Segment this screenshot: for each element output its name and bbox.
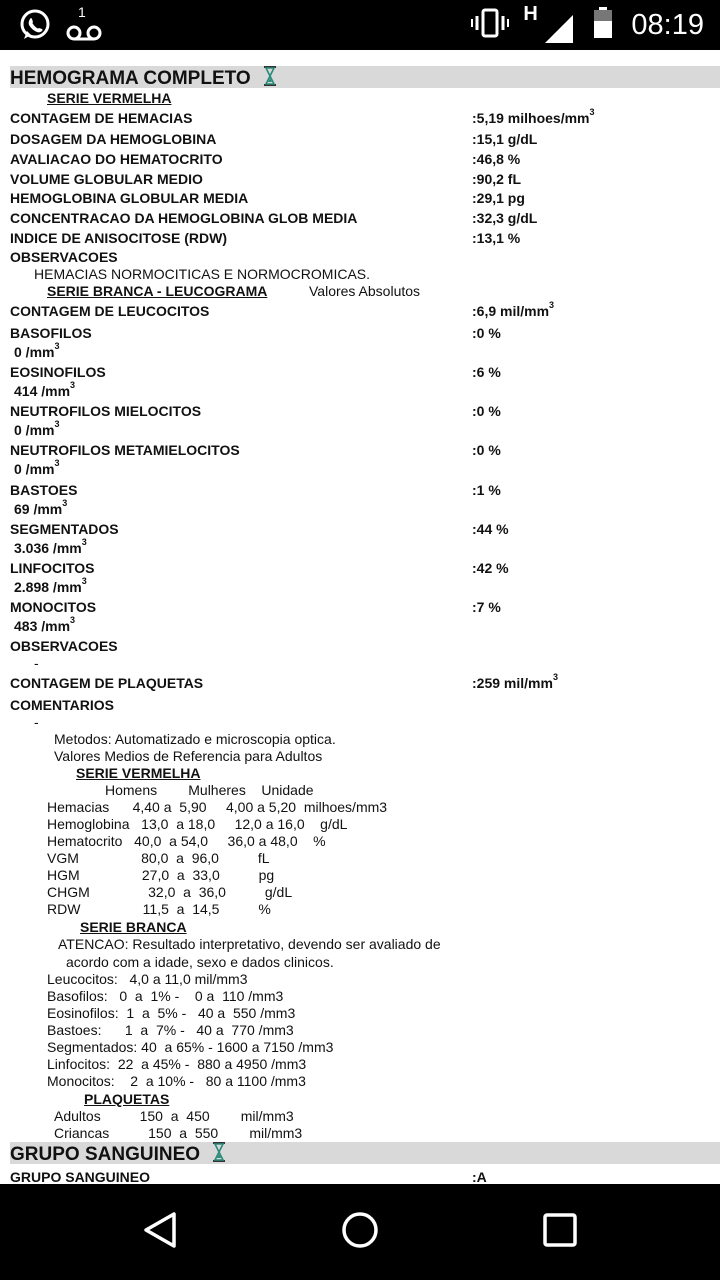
leucocitos-value: :6,9 mil/$mm^3$ xyxy=(472,300,555,319)
atencao-text-1: ATENCAO: Resultado interpretativo, devendo ser avaliado de xyxy=(58,936,441,952)
leuco-absolute xyxy=(14,615,76,634)
leuco-absolute-sup: 3 xyxy=(81,537,87,547)
ref-vermelha-row: CHGM 32,0 a 36,0 g/dL xyxy=(47,884,293,900)
observacoes-label: OBSERVACOES xyxy=(10,249,118,265)
leuco-percent: :44 % xyxy=(472,521,509,537)
ref-serie-branca: SERIE BRANCA xyxy=(80,919,187,935)
leuco-percent: :0 % xyxy=(472,442,501,458)
leuco-percent: :0 % xyxy=(472,325,501,341)
whatsapp-icon xyxy=(18,8,52,47)
result-value xyxy=(472,190,525,206)
ref-branca-row: Segmentados: 40 a 65% - 1600 a 7150 /mm3 xyxy=(47,1039,334,1055)
result-label: HEMOGLOBINA GLOBULAR MEDIA xyxy=(10,190,249,206)
leuco-absolute-text: 0 /mm xyxy=(14,461,55,477)
leuco-percent: :7 % xyxy=(472,599,501,615)
plaquetas-value: :259 mil/$mm^3$ xyxy=(472,672,558,691)
leuco-absolute-sup: 3 xyxy=(70,380,76,390)
home-icon xyxy=(340,1210,380,1255)
leuco-absolute-sup: 3 xyxy=(62,498,68,508)
leuco-percent: :42 % xyxy=(472,560,509,576)
serie-branca-label: SERIE BRANCA - LEUCOGRAMA xyxy=(47,283,268,299)
leuco-absolute xyxy=(14,341,60,360)
signal-icon xyxy=(523,3,575,45)
comentarios-label: COMENTARIOS xyxy=(10,697,114,713)
result-value-text: :46,8 % xyxy=(472,151,521,167)
battery-icon xyxy=(593,7,613,44)
leuco-absolute xyxy=(14,419,60,438)
result-value xyxy=(472,151,520,167)
metodos-text: Metodos: Automatizado e microscopia optica. xyxy=(54,731,336,747)
ref-vermelha-row: RDW 11,5 a 14,5 % xyxy=(47,901,271,917)
observacoes2-label: OBSERVACOES xyxy=(10,638,118,654)
ref-plaquetas: PLAQUETAS xyxy=(84,1091,170,1107)
leuco-absolute-text: 414 /mm xyxy=(14,383,71,399)
ref-plaquetas-row: Criancas 150 a 550 mil/mm3 xyxy=(54,1125,303,1141)
leuco-percent: :0 % xyxy=(472,403,501,419)
voicemail-count: 1 xyxy=(78,4,86,20)
ref-serie-vermelha: SERIE VERMELHA xyxy=(76,765,201,781)
hourglass-icon xyxy=(212,1142,226,1168)
section-title: GRUPO SANGUINEO xyxy=(10,1144,201,1166)
status-bar xyxy=(0,0,720,50)
leuco-absolute xyxy=(14,537,87,556)
back-icon xyxy=(140,1210,180,1255)
result-value xyxy=(472,107,595,126)
leuco-label: SEGMENTADOS xyxy=(10,521,119,537)
result-value-text: :13,1 % xyxy=(472,230,521,246)
recents-button[interactable] xyxy=(536,1208,584,1256)
leucocitos-label: CONTAGEM DE LEUCOCITOS xyxy=(10,303,210,319)
hourglass-icon xyxy=(263,66,277,92)
network-type: H xyxy=(523,3,538,25)
observacoes2-text: - xyxy=(34,655,39,671)
leuco-absolute-text: 3.036 /mm xyxy=(14,540,82,556)
result-value-text: :5,19 milhoes/mm xyxy=(472,110,590,126)
leuco-label: NEUTROFILOS MIELOCITOS xyxy=(10,403,202,419)
result-label: DOSAGEM DA HEMOGLOBINA xyxy=(10,131,217,147)
result-value-text: :15,1 g/dL xyxy=(472,131,538,147)
ref-branca-row: Leucocitos: 4,0 a 11,0 mil/mm3 xyxy=(47,971,248,987)
leuco-label: EOSINOFILOS xyxy=(10,364,106,380)
result-label: VOLUME GLOBULAR MEDIO xyxy=(10,171,203,187)
leuco-absolute-text: 2.898 /mm xyxy=(14,579,82,595)
result-value xyxy=(472,230,520,246)
result-value xyxy=(472,210,537,226)
grupo-label: GRUPO SANGUINEO xyxy=(10,1169,151,1184)
result-value xyxy=(472,131,537,147)
result-value xyxy=(472,171,521,187)
leuco-absolute-text: 0 /mm xyxy=(14,422,55,438)
ref-vermelha-row: VGM 80,0 a 96,0 fL xyxy=(47,850,270,866)
leuco-absolute xyxy=(14,458,60,477)
leuco-absolute-text: 69 /mm xyxy=(14,501,63,517)
ref-vermelha-row: HGM 27,0 a 33,0 pg xyxy=(47,867,275,883)
section-header-hemograma xyxy=(10,66,720,88)
leuco-absolute-sup: 3 xyxy=(54,341,60,351)
leuco-absolute xyxy=(14,380,76,399)
valores-referencia-text: Valores Medios de Referencia para Adultos xyxy=(54,748,323,764)
result-label: CONCENTRACAO DA HEMOGLOBINA GLOB MEDIA xyxy=(10,210,358,226)
observacoes-text: HEMACIAS NORMOCITICAS E NORMOCROMICAS. xyxy=(34,266,371,282)
leuco-label: NEUTROFILOS METAMIELOCITOS xyxy=(10,442,240,458)
leuco-absolute-sup: 3 xyxy=(54,419,60,429)
grupo-value: :A xyxy=(472,1169,487,1184)
recents-icon xyxy=(540,1210,580,1255)
leuco-percent: :1 % xyxy=(472,482,501,498)
ref-vermelha-row: Hematocrito 40,0 a 54,0 36,0 a 48,0 % xyxy=(47,833,326,849)
comentarios-text: - xyxy=(34,714,39,730)
ref-branca-row: Bastoes: 1 a 7% - 40 a 770 /mm3 xyxy=(47,1022,294,1038)
ref-header: Homens Mulheres Unidade xyxy=(105,782,314,798)
ref-plaquetas-row: Adultos 150 a 450 mil/mm3 xyxy=(54,1108,294,1124)
ref-vermelha-row: Hemoglobina 13,0 a 18,0 12,0 a 16,0 g/dL xyxy=(47,816,348,832)
result-label: INDICE DE ANISOCITOSE (RDW) xyxy=(10,230,228,246)
result-label: CONTAGEM DE HEMACIAS xyxy=(10,110,193,126)
result-value-text: :90,2 fL xyxy=(472,171,522,187)
home-button[interactable] xyxy=(336,1208,384,1256)
section-title: HEMOGRAMA COMPLETO xyxy=(10,68,251,90)
result-value-text: :32,3 g/dL xyxy=(472,210,538,226)
leuco-label: BASOFILOS xyxy=(10,325,92,341)
result-value-text: :29,1 pg xyxy=(472,190,525,206)
clock: 08:19 xyxy=(631,8,704,41)
back-button[interactable] xyxy=(136,1208,184,1256)
leuco-label: LINFOCITOS xyxy=(10,560,95,576)
ref-branca-row: Basofilos: 0 a 1% - 0 a 110 /mm3 xyxy=(47,988,284,1004)
leuco-absolute-sup: 3 xyxy=(54,458,60,468)
ref-vermelha-row: Hemacias 4,40 a 5,90 4,00 a 5,20 milhoes/mm3 xyxy=(47,799,388,815)
leuco-percent: :6 % xyxy=(472,364,501,380)
valores-absolutos-label: Valores Absolutos xyxy=(309,283,421,299)
leuco-absolute-text: 0 /mm xyxy=(14,344,55,360)
vibrate-icon xyxy=(471,8,509,43)
ref-branca-row: Monocitos: 2 a 10% - 80 a 1100 /mm3 xyxy=(47,1073,306,1089)
plaquetas-label: CONTAGEM DE PLAQUETAS xyxy=(10,675,204,691)
leuco-absolute xyxy=(14,576,87,595)
report-content[interactable] xyxy=(0,50,720,1184)
leuco-absolute-sup: 3 xyxy=(70,615,76,625)
atencao-text-2: acordo com a idade, sexo e dados clinicos. xyxy=(66,954,334,970)
leuco-label: MONOCITOS xyxy=(10,599,97,615)
ref-branca-row: Eosinofilos: 1 a 5% - 40 a 550 /mm3 xyxy=(47,1005,296,1021)
leuco-absolute-sup: 3 xyxy=(81,576,87,586)
leuco-absolute xyxy=(14,498,68,517)
result-label: AVALIACAO DO HEMATOCRITO xyxy=(10,151,223,167)
leuco-absolute-text: 483 /mm xyxy=(14,618,71,634)
result-value-sup: 3 xyxy=(589,107,595,117)
serie-vermelha-label: SERIE VERMELHA xyxy=(47,90,172,106)
ref-branca-row: Linfocitos: 22 a 45% - 880 a 4950 /mm3 xyxy=(47,1056,307,1072)
section-header-grupo xyxy=(10,1142,720,1164)
leuco-label: BASTOES xyxy=(10,482,78,498)
navigation-bar xyxy=(0,1184,720,1280)
